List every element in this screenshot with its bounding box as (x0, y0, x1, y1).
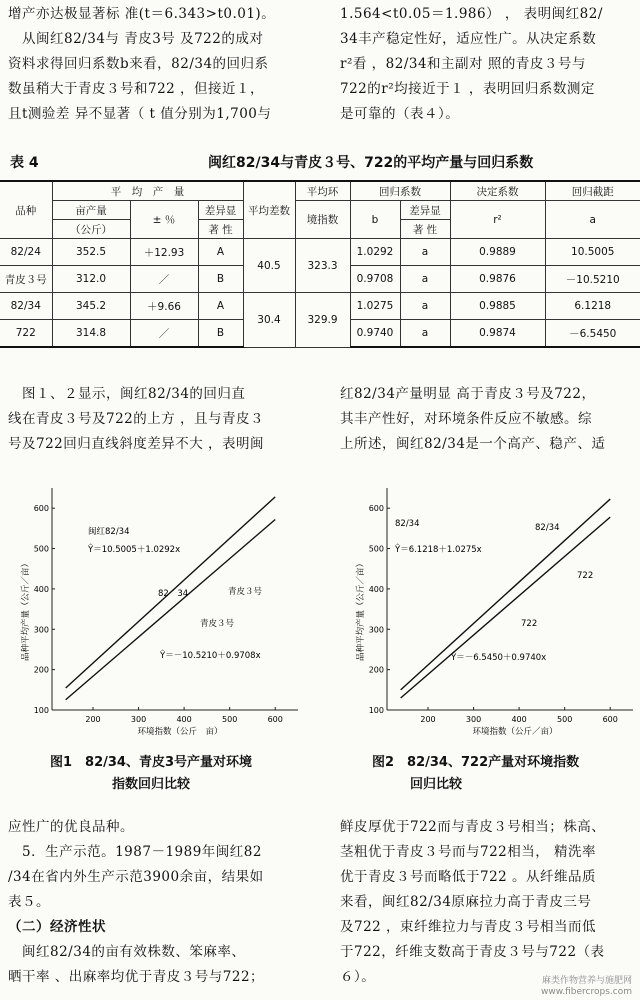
caption-line: 指数回归比较 (112, 777, 191, 792)
y-tick-label: 600 (33, 504, 49, 514)
cell-r2: 0.9885 (450, 293, 545, 320)
text-line: 及722 ，束纤维拉力与青皮３号相当而低 (340, 919, 597, 935)
y-tick-label: 200 (368, 665, 384, 675)
fig1-label-mid: 82 34 (158, 589, 189, 599)
text-line: ６）。 (340, 969, 376, 985)
table-label: 表 4 (10, 155, 39, 171)
cell-pm: ／ (130, 320, 198, 348)
cell-r2: 0.9876 (450, 266, 545, 293)
text-line: 是可靠的（表４）。 (340, 106, 460, 122)
header-reg-sig-2: 著 性 (400, 220, 450, 239)
text-line: 资料求得回归系数b来看，82/34的回归系 (8, 56, 269, 72)
x-tick-label: 500 (222, 715, 238, 724)
cell-variety: 82/34 (0, 293, 52, 320)
watermark-line: www.fibercrops.com (541, 987, 632, 997)
y-tick-label: 200 (33, 665, 49, 675)
cell-reg-sig: a (400, 293, 450, 320)
text-line: 鲜皮厚优于722而与青皮３号相当；株高、 (340, 819, 606, 835)
caption-line: 图1 82/34、青皮3号产量对环境 (50, 755, 253, 770)
table-row (0, 293, 640, 320)
text-line: r²看 ，82/34和主副对 照的青皮３号与 (340, 56, 586, 72)
figure-1-chart (10, 478, 310, 746)
cell-r2: 0.9889 (450, 239, 545, 266)
y-tick-label: 300 (33, 625, 49, 635)
text-line: 优于青皮３号而略低于722 。从纤维品质 (340, 869, 597, 885)
fig1-eq-b: Ŷ＝－10.5210＋0.9708x (160, 651, 261, 661)
y-tick-label: 400 (368, 584, 384, 594)
header-avg-yield: 平 均 产 量 (52, 181, 243, 201)
x-tick-label: 300 (130, 715, 147, 724)
fig2-eq-b: Ŷ＝－6.5450＋0.9740x (451, 653, 547, 663)
cell-b: 1.0292 (350, 239, 400, 266)
cell-pm: ＋9.66 (130, 293, 198, 320)
cell-yield: 314.8 (52, 320, 130, 348)
cell-yield: 352.5 (52, 239, 130, 266)
text-line: 应性广的优良品种。 (8, 819, 134, 835)
x-tick-label: 400 (176, 715, 192, 724)
header-avg-diff: 平均差数 (243, 181, 295, 239)
table-4-heading (0, 152, 640, 172)
table-row (0, 239, 640, 266)
fig2-label-b-top: 722 (577, 571, 594, 581)
header-env-2: 境指数 (295, 201, 350, 239)
fig1-label-b-top: 青皮３号 (228, 587, 263, 597)
header-sig-1: 差异显 (198, 201, 243, 220)
header-reg-sig-1: 差异显 (400, 201, 450, 220)
text-line: 34丰产稳定性好，适应性广。从决定系数 (340, 31, 597, 47)
header-r2-label: 决定系数 (450, 181, 545, 201)
caption-line: 回归比较 (410, 777, 463, 792)
bottom-text-left (8, 815, 310, 990)
fig2-label-a2: 82/34 (535, 523, 560, 533)
cell-yield: 312.0 (52, 266, 130, 293)
y-tick-label: 500 (33, 544, 49, 554)
header-sig-2: 著 性 (198, 220, 243, 239)
text-line: 于722，纤维支数高于青皮３号与722（表 (340, 944, 605, 960)
cell-a: －6.5450 (545, 320, 640, 348)
cell-b: 0.9708 (350, 266, 400, 293)
cell-env: 329.9 (295, 293, 350, 348)
site-watermark (541, 976, 632, 998)
text-line: 晒干率 、出麻率均优于青皮３号与722； (8, 969, 265, 985)
x-tick-label: 300 (465, 715, 482, 724)
text-line: 上所述，闽红82/34是一个高产、稳产、适 (340, 436, 606, 452)
header-yield-1: 亩产量 (52, 201, 130, 220)
text-line: 722的r²均接近于１ ，表明回归系数测定 (340, 81, 595, 97)
cell-variety: 82/24 (0, 239, 52, 266)
cell-r2: 0.9874 (450, 320, 545, 348)
text-line: 5．生产示范。1987－1989年闽红82 (8, 844, 262, 860)
text-line: 红82/34产量明显 高于青皮３号及722， (340, 386, 596, 402)
text-line: 号及722回归直线斜度差异不大 ，表明闽 (8, 436, 265, 452)
x-tick-label: 200 (420, 715, 436, 724)
text-line: 茎粗优于青皮３号而与722相当， 精洗率 (340, 844, 597, 860)
text-line: 来看，闽红82/34原麻拉力高于青皮三号 (340, 894, 592, 910)
fig2-label-b: 722 (521, 619, 538, 629)
cell-sig: B (198, 320, 243, 348)
table-4 (0, 180, 640, 348)
fig1-label-a: 闽红82/34 (88, 527, 130, 537)
x-tick-label: 500 (557, 715, 573, 724)
figure-2-chart (345, 478, 640, 746)
text-line: 线在青皮３号及722的上方 ，且与青皮３ (8, 411, 265, 427)
header-env-1: 平均环 (295, 181, 350, 201)
text-line: 增产亦达极显著标 准(t＝6.343>t0.01)。 (8, 6, 276, 22)
header-variety: 品种 (0, 181, 52, 239)
text-line: 从闽红82/34与 青皮3号 及722的成对 (8, 31, 264, 47)
cell-yield: 345.2 (52, 293, 130, 320)
cell-sig: B (198, 266, 243, 293)
cell-a: 10.5005 (545, 239, 640, 266)
cell-variety: 青皮３号 (0, 266, 52, 293)
text-line: 数虽稍大于青皮３号和722 ，但接近１， (8, 81, 265, 97)
y-tick-label: 300 (368, 625, 384, 635)
y-tick-label: 400 (33, 584, 49, 594)
header-yield-2: （公斤） (52, 220, 130, 239)
mid-text-right (340, 382, 638, 457)
text-line: 图１、２显示，闽红82/34的回归直 (8, 386, 246, 402)
fig2-eq-a: Ŷ＝6.1218＋1.0275x (395, 545, 482, 555)
watermark-line: 麻类作物营养与施肥网 (541, 976, 632, 986)
cell-avg-diff: 30.4 (243, 293, 295, 348)
table-header-row (0, 201, 640, 220)
x-tick-label: 200 (85, 715, 101, 724)
cell-a: －10.5210 (545, 266, 640, 293)
fig1-ylabel: 品种平均产量（公斤／亩） (21, 558, 31, 662)
table-title: 闽红82/34与青皮３号、722的平均产量与回归系数 (208, 155, 534, 171)
x-tick-label: 600 (602, 715, 618, 724)
bottom-text-right (340, 815, 638, 990)
header-reg: 回归系数 (350, 181, 450, 201)
intro-text-right (340, 2, 638, 127)
header-pm: ± ％ (130, 201, 198, 239)
y-tick-label: 100 (33, 706, 49, 715)
mid-text-left (8, 382, 310, 457)
cell-pm: ／ (130, 266, 198, 293)
fig2-ylabel: 品种平均产量（公斤／亩） (356, 558, 366, 662)
x-tick-label: 600 (267, 715, 283, 724)
caption-line: 图2 82/34、722产量对环境指数 (372, 755, 580, 770)
cell-a: 6.1218 (545, 293, 640, 320)
cell-avg-diff: 40.5 (243, 239, 295, 293)
cell-reg-sig: a (400, 266, 450, 293)
cell-reg-sig: a (400, 239, 450, 266)
header-a: a (545, 201, 640, 239)
fig1-eq-a: Ŷ＝10.5005＋1.0292x (88, 545, 181, 555)
cell-b: 0.9740 (350, 320, 400, 348)
figure-2 (345, 478, 640, 746)
text-line: 表５。 (8, 894, 50, 910)
figure-1 (10, 478, 310, 746)
table-header-row (0, 181, 640, 201)
figure-1-caption (50, 752, 350, 796)
header-r2: r² (450, 201, 545, 239)
cell-sig: A (198, 293, 243, 320)
section-heading: （二）经济性状 (8, 919, 106, 935)
y-tick-label: 100 (368, 706, 384, 715)
text-line: 且t测验差 异不显著（ t 值分别为1,700与 (8, 106, 272, 122)
fig1-xlabel: 环境指数（公斤 亩） (137, 727, 223, 737)
text-line: 1.564<t0.05＝1.986） ， 表明闽红82/ (340, 6, 603, 22)
cell-pm: ＋12.93 (130, 239, 198, 266)
text-line: /34在省内外生产示范3900余亩，结果如 (8, 869, 264, 885)
text-line: 其丰产性好，对环境条件反应不敏感。综 (340, 411, 592, 427)
fig2-xlabel: 环境指数（公斤／亩） (472, 727, 558, 737)
text-line: 闽红82/34的亩有效株数、笨麻率、 (8, 944, 246, 960)
cell-env: 323.3 (295, 239, 350, 293)
cell-b: 1.0275 (350, 293, 400, 320)
figure-2-caption (372, 752, 640, 796)
header-b: b (350, 201, 400, 239)
intro-text-left (8, 2, 310, 127)
y-tick-label: 500 (368, 544, 384, 554)
cell-sig: A (198, 239, 243, 266)
fig2-label-a: 82/34 (395, 519, 420, 529)
fig1-label-b: 青皮３号 (200, 619, 235, 629)
header-intercept-label: 回归截距 (545, 181, 640, 201)
y-tick-label: 600 (368, 504, 384, 514)
cell-variety: 722 (0, 320, 52, 348)
x-tick-label: 400 (511, 715, 527, 724)
cell-reg-sig: a (400, 320, 450, 348)
